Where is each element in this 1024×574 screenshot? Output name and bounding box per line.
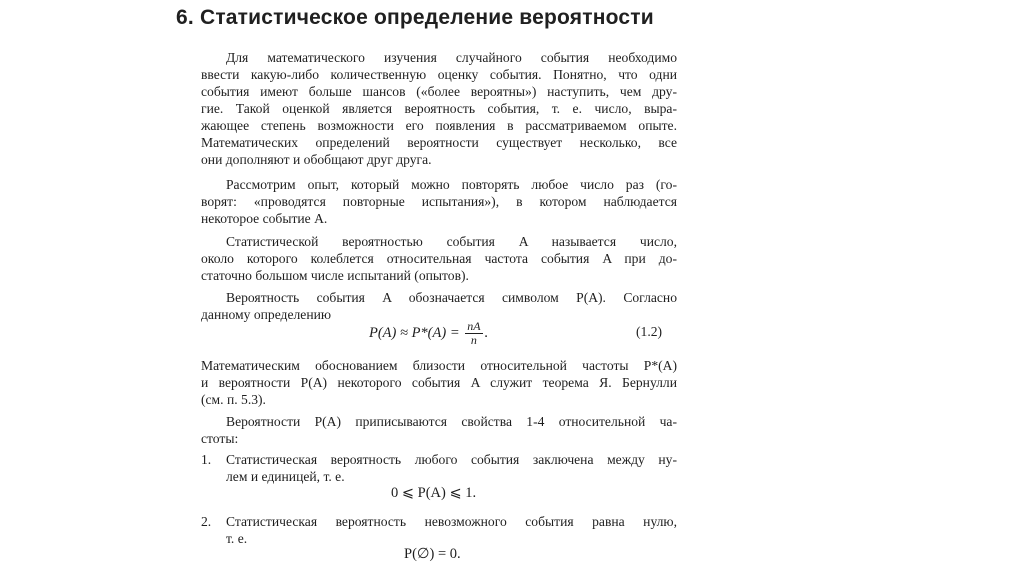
formula-lhs: P(A) ≈ P*(A) = <box>369 324 460 341</box>
text-line: и вероятности P(A) некоторого события A служит теорема Я. Бернулли <box>201 375 677 390</box>
list-item-line: Статистическая вероятность невозможного события равна нулю, <box>226 514 677 529</box>
text-line: стоты: <box>201 431 239 446</box>
text-line: Математическим обоснованием близости относительной частоты P*(A) <box>201 358 677 373</box>
text-line: события имеют больше шансов («более вероятны») наступить, чем дру- <box>201 84 677 99</box>
text-line: Статистической вероятностью события A называется число, <box>226 234 677 249</box>
text-line: гие. Такой оценкой является вероятность события, т. е. число, выра- <box>201 101 677 116</box>
text-line: ввести какую-либо количественную оценку события. Понятно, что одни <box>201 67 677 82</box>
text-line: ворят: «проводятся повторные испытания»), в котором наблюдается <box>201 194 677 209</box>
text-line: данному определению <box>201 307 332 322</box>
list-item-line: Статистическая вероятность любого события заключена между ну- <box>226 452 677 467</box>
page-title: 6. Статистическое определение вероятности <box>176 6 654 29</box>
text-line: (см. п. 5.3). <box>201 392 266 407</box>
equation-number: (1.2) <box>636 324 663 339</box>
formula-relative-frequency <box>369 320 488 347</box>
text-line: Вероятность события A обозначается символом P(A). Согласно <box>226 290 677 305</box>
text-line: статочно большом числе испытаний (опытов). <box>201 268 469 283</box>
text-line: Вероятности P(A) приписываются свойства 1-4 относительной ча- <box>226 414 677 429</box>
text-line: Математических определений вероятности существует несколько, все <box>201 135 677 150</box>
text-line: около которого колеблется относительная частота события A при до- <box>201 251 677 266</box>
text-line: некоторое событие A. <box>201 211 328 226</box>
list-item-number: 2. <box>201 514 212 529</box>
formula-tail: . <box>484 324 489 341</box>
formula-bounds: 0 ⩽ P(A) ⩽ 1. <box>391 485 477 501</box>
list-item-line: лем и единицей, т. е. <box>226 469 345 484</box>
fraction <box>465 320 482 347</box>
text-line: Для математического изучения случайного события необходимо <box>226 50 677 65</box>
text-line: они дополняют и обобщают друг друга. <box>201 152 432 167</box>
fraction-denominator: n <box>470 333 477 347</box>
list-item-line: т. е. <box>226 531 248 546</box>
formula-impossible-event: P(∅) = 0. <box>404 546 461 562</box>
list-item-number: 1. <box>201 452 212 467</box>
text-line: Рассмотрим опыт, который можно повторять любое число раз (го- <box>226 177 677 192</box>
fraction-numerator: nA <box>467 319 481 333</box>
text-line: жающее степень возможности его появления в рассматриваемом опыте. <box>201 118 677 133</box>
